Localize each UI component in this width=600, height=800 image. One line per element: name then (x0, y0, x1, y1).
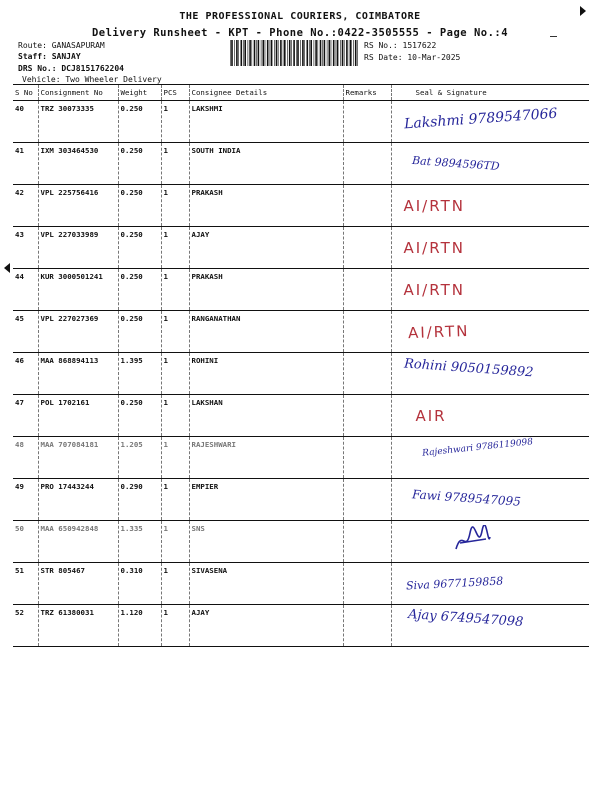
row-sno: 43 (13, 227, 38, 269)
row-sno: 50 (13, 521, 38, 563)
row-sno: 46 (13, 353, 38, 395)
row-pcs: 1 (161, 437, 189, 479)
row-weight: 1.205 (118, 437, 161, 479)
row-weight: 0.250 (118, 395, 161, 437)
row-consignment-no: PRO 17443244 (38, 479, 118, 521)
row-weight: 0.250 (118, 311, 161, 353)
row-weight: 1.335 (118, 521, 161, 563)
rs-date-value: 10-Mar-2025 (407, 53, 461, 62)
col-pcs: PCS (161, 85, 189, 101)
route-line (18, 41, 105, 50)
table-row (13, 563, 589, 605)
row-weight: 1.120 (118, 605, 161, 647)
handwritten-signature: Ajay 6749547098 (407, 606, 524, 631)
registration-mark-left (4, 263, 10, 273)
row-weight: 1.395 (118, 353, 161, 395)
row-signature-cell (391, 605, 589, 647)
row-remarks (343, 479, 391, 521)
col-sno: S No (13, 85, 38, 101)
row-signature-cell (391, 143, 589, 185)
row-remarks (343, 101, 391, 143)
row-weight: 0.310 (118, 563, 161, 605)
route-value: GANASAPURAM (51, 41, 105, 50)
row-pcs: 1 (161, 269, 189, 311)
vehicle-value: Two Wheeler Delivery (65, 75, 162, 84)
row-signature-cell (391, 227, 589, 269)
runsheet-subtitle: Delivery Runsheet - KPT - Phone No.:0422-3505555 - Page No.:4 (91, 27, 509, 39)
row-remarks (343, 353, 391, 395)
row-pcs: 1 (161, 143, 189, 185)
row-sno: 48 (13, 437, 38, 479)
rs-no-label: RS No.: (364, 41, 398, 50)
staff-value: SANJAY (51, 52, 81, 61)
row-signature-cell (391, 437, 589, 479)
row-pcs: 1 (161, 311, 189, 353)
row-sno: 52 (13, 605, 38, 647)
row-remarks (343, 605, 391, 647)
return-mark: AI/RTN (403, 281, 465, 299)
rs-no-value: 1517622 (402, 41, 437, 50)
row-sno: 51 (13, 563, 38, 605)
row-remarks (343, 395, 391, 437)
row-consignment-no: MAA 868894113 (38, 353, 118, 395)
row-remarks (343, 521, 391, 563)
col-consignment: Consignment No (38, 85, 118, 101)
row-signature-cell (391, 269, 589, 311)
col-remarks: Remarks (343, 85, 391, 101)
row-consignee: LAKSHMI (189, 101, 343, 143)
table-header (13, 85, 589, 101)
row-sno: 44 (13, 269, 38, 311)
row-sno: 45 (13, 311, 38, 353)
runsheet-table (13, 84, 589, 647)
row-consignee: RANGANATHAN (189, 311, 343, 353)
table-row (13, 521, 589, 563)
table-row (13, 227, 589, 269)
row-sno: 42 (13, 185, 38, 227)
return-mark: AI/RTN (403, 197, 465, 215)
col-signature: Seal & Signature (391, 85, 589, 101)
row-consignment-no: STR 805467 (38, 563, 118, 605)
row-signature-cell (391, 101, 589, 143)
row-sno: 40 (13, 101, 38, 143)
row-pcs: 1 (161, 353, 189, 395)
rs-no-line (364, 41, 436, 50)
row-consignment-no: MAA 650942848 (38, 521, 118, 563)
row-consignee: SIVASENA (189, 563, 343, 605)
row-consignee: AJAY (189, 227, 343, 269)
row-signature-cell (391, 311, 589, 353)
row-remarks (343, 227, 391, 269)
row-consignment-no: POL 1702161 (38, 395, 118, 437)
staff-label: Staff: (18, 52, 47, 61)
row-consignee: LAKSHAN (189, 395, 343, 437)
col-weight: Weight (118, 85, 161, 101)
table-row (13, 143, 589, 185)
row-sno: 49 (13, 479, 38, 521)
row-pcs: 1 (161, 395, 189, 437)
row-consignment-no: VPL 227027369 (38, 311, 118, 353)
row-consignment-no: VPL 227033989 (38, 227, 118, 269)
row-weight: 0.250 (118, 269, 161, 311)
table-row (13, 311, 589, 353)
row-consignment-no: VPL 225756416 (38, 185, 118, 227)
signature-scribble (452, 525, 492, 555)
vehicle-label: Vehicle: (22, 75, 61, 84)
row-pcs: 1 (161, 479, 189, 521)
row-pcs: 1 (161, 101, 189, 143)
table-row (13, 395, 589, 437)
rs-date-line (364, 53, 460, 62)
row-pcs: 1 (161, 185, 189, 227)
handwritten-signature: Bat 9894596TD (411, 153, 500, 174)
company-title: THE PROFESSIONAL COURIERS, COIMBATORE (179, 11, 421, 22)
row-signature-cell (391, 353, 589, 395)
row-consignee: AJAY (189, 605, 343, 647)
row-remarks (343, 185, 391, 227)
return-mark: AI/RTN (407, 321, 470, 343)
row-consignee: RAJESHWARI (189, 437, 343, 479)
row-consignee: EMPIER (189, 479, 343, 521)
handwritten-signature: Fawi 9789547095 (411, 487, 521, 509)
row-signature-cell (391, 521, 589, 563)
row-signature-cell (391, 185, 589, 227)
handwritten-signature: Rohini 9050159892 (403, 356, 534, 381)
row-pcs: 1 (161, 227, 189, 269)
row-sno: 41 (13, 143, 38, 185)
table-row (13, 269, 589, 311)
table-row (13, 605, 589, 647)
drs-label: DRS No.: (18, 64, 57, 73)
table-row (13, 479, 589, 521)
row-signature-cell (391, 479, 589, 521)
row-remarks (343, 563, 391, 605)
return-mark: AI/RTN (403, 239, 465, 257)
row-consignment-no: TRZ 30073335 (38, 101, 118, 143)
vehicle-line (22, 75, 162, 84)
row-consignee: PRAKASH (189, 185, 343, 227)
row-consignment-no: KUR 3000501241 (38, 269, 118, 311)
row-consignee: SNS (189, 521, 343, 563)
row-weight: 0.250 (118, 227, 161, 269)
drs-barcode (230, 40, 358, 66)
rs-date-label: RS Date: (364, 53, 403, 62)
drs-line (18, 64, 124, 73)
row-consignee: ROHINI (189, 353, 343, 395)
row-consignee: SOUTH INDIA (189, 143, 343, 185)
row-remarks (343, 269, 391, 311)
row-pcs: 1 (161, 563, 189, 605)
row-pcs: 1 (161, 521, 189, 563)
handwritten-signature: Rajeshwari 9786119098 (421, 437, 533, 459)
table-row (13, 101, 589, 143)
staff-line (18, 52, 81, 61)
row-consignment-no: MAA 707084181 (38, 437, 118, 479)
route-label: Route: (18, 41, 47, 50)
handwritten-signature: Siva 9677159858 (405, 574, 504, 593)
row-consignment-no: IXM 303464530 (38, 143, 118, 185)
row-consignment-no: TRZ 61380031 (38, 605, 118, 647)
col-consignee: Consignee Details (189, 85, 343, 101)
row-pcs: 1 (161, 605, 189, 647)
return-mark: AIR (415, 407, 447, 425)
row-weight: 0.290 (118, 479, 161, 521)
row-consignee: PRAKASH (189, 269, 343, 311)
row-remarks (343, 143, 391, 185)
drs-value: DCJ8151762204 (61, 64, 124, 73)
handwritten-signature: Lakshmi 9789547066 (403, 105, 558, 133)
row-remarks (343, 311, 391, 353)
row-weight: 0.250 (118, 185, 161, 227)
table-row (13, 353, 589, 395)
row-weight: 0.250 (118, 143, 161, 185)
row-signature-cell (391, 563, 589, 605)
row-weight: 0.250 (118, 101, 161, 143)
row-sno: 47 (13, 395, 38, 437)
row-signature-cell (391, 395, 589, 437)
table-row (13, 437, 589, 479)
row-remarks (343, 437, 391, 479)
table-row (13, 185, 589, 227)
